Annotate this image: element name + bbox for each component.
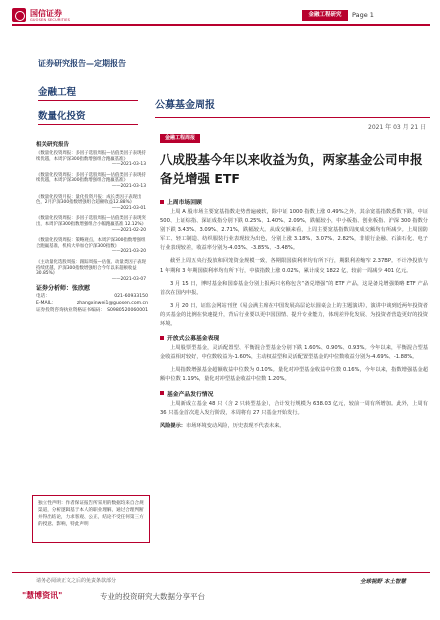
analyst-phone: 电话： 021-60933150 xyxy=(36,294,148,299)
watermark-text: 专业的投资研究大数据分享平台 xyxy=(100,592,205,601)
footer-slogan: 全球视野 本土智慧 xyxy=(360,579,406,585)
square-bullet-icon xyxy=(160,391,164,395)
related-heading: 相关研究报告 xyxy=(36,142,70,148)
list-item[interactable]: 《数量化投资周报：策略观点，本周沪深300指数增强组合跑赢基准，机构大举加仓沪深300指数》 ——2021-03-20 xyxy=(36,238,146,255)
paragraph: 3 月 15 日，博时基金和国泰基金分别上报两只名称包含“备兑增强”的 ETF 产品，这是备兑增强策略 ETF 产品首次在国内申报。 xyxy=(160,280,428,296)
risk-warning: 风险提示：市场环境变动风险，历史表现不代表未来。 xyxy=(160,422,285,429)
brand-name-en: GUOSEN SECURITIES xyxy=(30,17,71,22)
doc-type: 公募基金周报 xyxy=(155,100,215,111)
brand-mark-icon xyxy=(12,8,26,22)
section-heading: 基金产品发行情况 xyxy=(160,389,428,398)
analyst-heading: 证券分析师：张欣慰 xyxy=(36,285,91,292)
header-tag: 金融工程研究 xyxy=(302,10,348,21)
category-primary: 金融工程 xyxy=(38,87,77,98)
page-title: 八成股基今年以来收益为负，两家基金公司申报备兑增强 ETF xyxy=(160,152,423,186)
paragraph: 上周股票型基金，灵活配置型、平衡混合型基金分别下跌 1.60%、0.90%、0.93%。今年以来，平衡混合型基金收益相对较好，中位数收益为-1.60%，主动权益型和灵活配置型基金的中位数收益分别为-4.69%、-1.88%。 xyxy=(160,345,428,361)
analyst-email[interactable]: E-MAIL： zhangxinwei1@guosen.com.cn xyxy=(36,300,148,306)
list-item[interactable]: 《数量化投资周报：多因子选股周报—估值类因子表现突出，本周沪深300指数增强组合小幅跑赢基准 12.12%》 ——2021-02-20 xyxy=(36,216,146,233)
footer-divider xyxy=(12,572,430,573)
watermark-brand: "慧博资讯" xyxy=(22,591,63,600)
category-divider xyxy=(38,100,138,101)
list-item[interactable]: 《数量化投资周报：多因子选股周报—估值类因子表现持续优越，本周沪深300指数增强组合跑赢基准》 ——2021-03-13 xyxy=(36,151,146,168)
analyst-contact xyxy=(36,294,148,314)
brand-logo xyxy=(12,8,70,22)
list-item[interactable]: 《数量化投资周报：多因子选股周报—估值类因子表现持续优越，本周沪深300指数增强组合跑赢基准》 ——2021-03-13 xyxy=(36,172,146,189)
square-bullet-icon xyxy=(160,200,164,204)
category-secondary: 数量化投资 xyxy=(38,111,86,122)
brand-name: 国信证券 xyxy=(30,8,62,18)
section-heading: 开放式公募基金表现 xyxy=(160,333,428,342)
independence-statement: 独立性声明：作者保证报告所采用的数据均来自合规渠道，分析逻辑基于本人的职业理解，通过合理判断并得出结论，力求客观、公正，结论不受任何第三方的授意、影响，特此声明 xyxy=(32,495,150,543)
paragraph: 3 月 20 日，证监会网站刊登《易会满主席在中国发展高层论坛圆桌会上的主题演讲》，演讲中谈到近两年投资者的买基金的比例在快速提升，背后行业要以更中国国情、提升专业能力，体现差异化发展、为投资者营造更好的投资环境。 xyxy=(160,302,428,328)
paragraph: 上周新成立基金 48 只（含 2 只转型基金），合计发行规模为 638.03 亿元，较前一周有所增加。此外，上周有 36 只基金首次进入发行阶段，本周将有 27 只基金开始发行。 xyxy=(160,400,428,416)
date-divider xyxy=(155,117,430,118)
category-divider xyxy=(38,124,138,125)
related-list xyxy=(36,151,146,287)
section-tag: 金融工程周报 xyxy=(160,134,200,143)
header-divider xyxy=(12,24,430,26)
analyst-license: 证券投资咨询执业资格证书编码： S0980520060001 xyxy=(36,307,148,313)
page-number: Page 1 xyxy=(352,11,374,19)
paragraph: 上周指数增强基金超额收益中位数为 0.10%。量化对冲型基金收益中位数 0.16%，今年以来，指数增强基金超额中位数 1.19%，量化对冲型基金收益中位数 1.20%。 xyxy=(160,367,428,383)
list-item[interactable]: 《数量化投资月报：量化投资月报：成长类因子表现出色，2月沪深300指数增强组合超额收益12.88%》 ——2021-03-01 xyxy=(36,194,146,211)
report-body xyxy=(160,194,428,431)
section-heading: 上周市场回顾 xyxy=(160,197,428,206)
paragraph: 截至上周五央行投放和回笼资金规模一致，各期限国债利率均有所下行，期限利差缩窄 2.37BP。不计净投放与 1 年期和 3 年期国债利率均有所下行，中债指数上涨 0.02%，累计成交 1822 亿，较前一周减少 401 亿元。 xyxy=(160,258,428,274)
list-item[interactable]: 《主动量化选股周报：跟踪周报—估值、动量类因子表现持续优越，沪深300指数增强组合今年以来超额收益 30.85%》 ——2021-03-07 xyxy=(36,259,146,282)
footer-note: 请务必阅读正文之后的免责条款部分 xyxy=(36,578,117,584)
paragraph: 上周 A 股市场主要宽基指数走势普遍疲软，除中证 1000 指数上涨 0.49%之外，其余宽基指数悉数下跌，中证 500、上证综指、深证成指分别下跌 0.25%、1.40%、2.09%，跌幅较小，中小板指、创业板指、沪深 300 指数分别下跌 3.43%、3.09%、2.71%，跌幅较大。从成交额来看，上周主要宽基指数周度成交额均有所减少。上周国防军工、轻工制造、纺织服装行业表现较为出色，分别上涨 3.18%、3.07%、2.82%，非银行金融、石油石化、电子行业表现较差，收益率分别为-4.03%、-3.85%、-3.48%。 xyxy=(160,209,428,252)
report-date: 2021 年 03 月 21 日 xyxy=(368,124,427,131)
square-bullet-icon xyxy=(160,336,164,340)
series-title: 证券研究报告—定期报告 xyxy=(38,59,126,68)
